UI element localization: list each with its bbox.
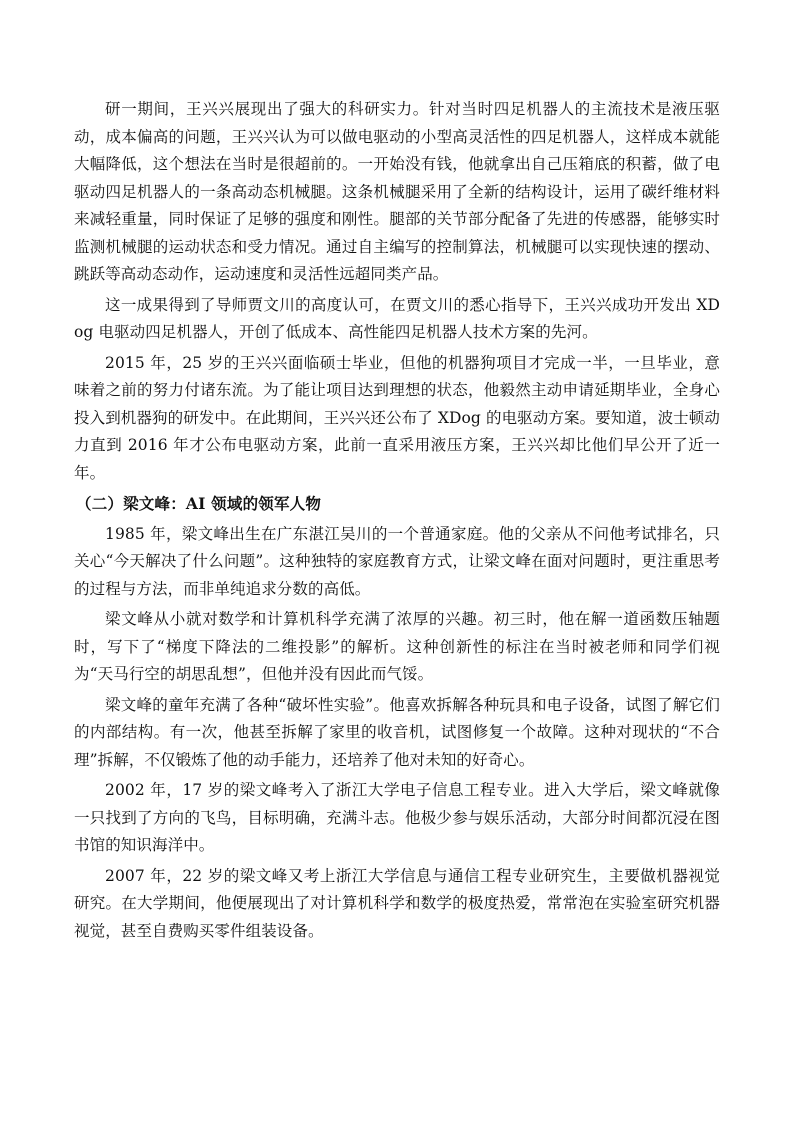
paragraph-2015-graduation: 2015 年，25 岁的王兴兴面临硕士毕业，但他的机器狗项目才完成一半，一旦毕业，意味着之前的努力付诸东流。为了能让项目达到理想的状态，他毅然主动申请延期毕业，全身心投入到机器狗的研发中。在此期间，王兴兴还公布了 XDog 的电驱动方案。要知道，波士顿动力直到 2016 年才公布电驱动方案，此前一直采用液压方案，王兴兴却比他们早公开了近一年。 [74,353,720,482]
paragraph-liang-math-interest: 梁文峰从小就对数学和计算机科学充满了浓厚的兴趣。初三时，他在解一道函数压轴题时，写下了“梯度下降法的二维投影”的解析。这种创新性的标注在当时被老师和同学们视为“天马行空的胡思乱想”，但他并没有因此而气馁。 [74,610,720,683]
paragraph-liang-childhood: 梁文峰的童年充满了各种“破坏性实验”。他喜欢拆解各种玩具和电子设备，试图了解它们的内部结构。有一次，他甚至拆解了家里的收音机，试图修复一个故障。这种对现状的“不合理”拆解，不仅锻炼了他的动手能力，还培养了他对未知的好奇心。 [74,695,720,769]
paragraph-liang-2002: 2002 年，17 岁的梁文峰考入了浙江大学电子信息工程专业。进入大学后，梁文峰就像一只找到了方向的飞鸟，目标明确，充满斗志。他极少参与娱乐活动，大部分时间都沉浸在图书馆的知识海洋中。 [74,781,720,854]
paragraph-liang-2007: 2007 年，22 岁的梁文峰又考上浙江大学信息与通信工程专业研究生，主要做机器视觉研究。在大学期间，他便展现出了对计算机科学和数学的极度热爱，常常泡在实验室研究机器视觉，甚至自费购买零件组装设备。 [74,866,720,940]
document-body [74,96,720,948]
paragraph-xdog-achievement: 这一成果得到了导师贾文川的高度认可，在贾文川的悉心指导下，王兴兴成功开发出 XDog 电驱动四足机器人，开创了低成本、高性能四足机器人技术方案的先河。 [74,295,720,341]
section-heading: （二）梁文峰：AI 领域的领军人物 [76,494,322,513]
paragraph-liang-birth: 1985 年，梁文峰出生在广东湛江吴川的一个普通家庭。他的父亲从不问他考试排名，只关心“今天解决了什么问题”。这种独特的家庭教育方式，让梁文峰在面对问题时，更注重思考的过程与方法，而非单纯追求分数的高低。 [74,524,720,598]
paragraph-wang-research: 研一期间，王兴兴展现出了强大的科研实力。针对当时四足机器人的主流技术是液压驱动，成本偏高的问题，王兴兴认为可以做电驱动的小型高灵活性的四足机器人，这样成本就能大幅降低，这个想法在当时是很超前的。一开始没有钱，他就拿出自己压箱底的积蓄，做了电驱动四足机器人的一条高动态机械腿。这条机械腿采用了全新的结构设计，运用了碳纤维材料来减轻重量，同时保证了足够的强度和刚性。腿部的关节部分配备了先进的传感器，能够实时监测机械腿的运动状态和受力情况。通过自主编写的控制算法，机械腿可以实现快速的摆动、跳跃等高动态动作，运动速度和灵活性远超同类产品。 [74,100,720,283]
